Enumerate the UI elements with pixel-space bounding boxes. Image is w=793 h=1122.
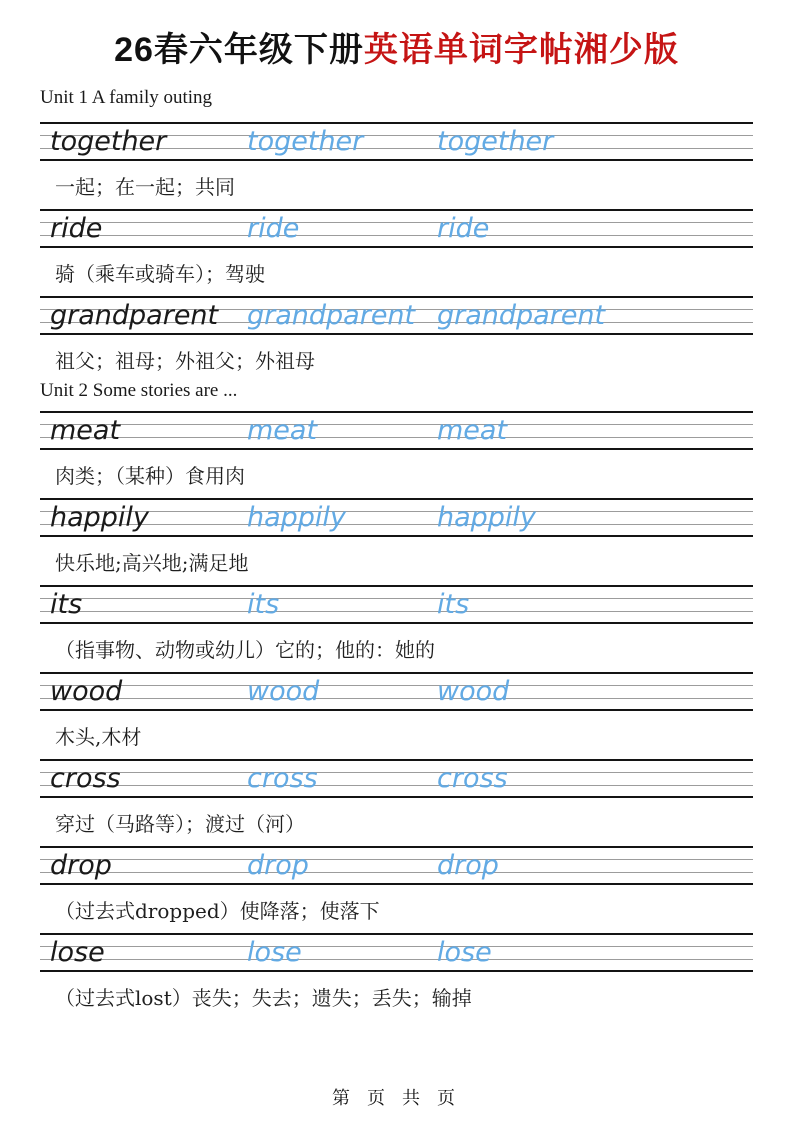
guide-line-mid1 bbox=[40, 685, 753, 686]
guide-line-bottom bbox=[40, 535, 753, 537]
guide-line-top bbox=[40, 759, 753, 761]
guide-line-top bbox=[40, 411, 753, 413]
guide-line-mid2 bbox=[40, 611, 753, 612]
word-meaning: 祖父；祖母；外祖父；外祖母 bbox=[55, 349, 315, 373]
handwriting-guide-ride bbox=[40, 209, 753, 248]
page-title-highlight: 英语单词字帖湘少版 bbox=[363, 31, 679, 69]
guide-line-top bbox=[40, 209, 753, 211]
guide-line-mid2 bbox=[40, 785, 753, 786]
word-trace: its bbox=[247, 589, 280, 620]
word-sample: happily bbox=[50, 502, 149, 533]
word-trace: happily bbox=[247, 502, 346, 533]
word-sample: together bbox=[50, 126, 167, 157]
guide-line-mid2 bbox=[40, 235, 753, 236]
word-meaning: 木头,木材 bbox=[55, 725, 142, 749]
word-trace: wood bbox=[437, 676, 510, 707]
guide-line-mid1 bbox=[40, 598, 753, 599]
word-meaning: 一起；在一起；共同 bbox=[55, 175, 235, 199]
word-trace: grandparent bbox=[247, 300, 416, 331]
guide-line-top bbox=[40, 933, 753, 935]
word-meaning: 快乐地;高兴地;满足地 bbox=[55, 551, 249, 575]
page-footer: 第 页 共 页 bbox=[331, 1088, 461, 1108]
guide-line-top bbox=[40, 846, 753, 848]
word-sample: drop bbox=[50, 850, 112, 881]
handwriting-guide-its bbox=[40, 585, 753, 624]
word-meaning: 肉类；（某种）食用肉 bbox=[55, 464, 245, 488]
word-sample: its bbox=[50, 589, 83, 620]
word-trace: ride bbox=[437, 213, 490, 244]
word-trace: together bbox=[437, 126, 554, 157]
word-trace: ride bbox=[247, 213, 300, 244]
guide-line-mid2 bbox=[40, 872, 753, 873]
word-trace: drop bbox=[247, 850, 309, 881]
guide-line-mid2 bbox=[40, 437, 753, 438]
word-trace: drop bbox=[437, 850, 499, 881]
page-title-prefix: 26春六年级下册 bbox=[114, 31, 364, 69]
guide-line-bottom bbox=[40, 622, 753, 624]
word-sample: lose bbox=[50, 937, 105, 968]
guide-line-mid1 bbox=[40, 424, 753, 425]
word-sample: meat bbox=[50, 415, 121, 446]
word-meaning: （过去式dropped）使降落；使落下 bbox=[55, 899, 380, 923]
word-trace: lose bbox=[247, 937, 302, 968]
guide-line-bottom bbox=[40, 246, 753, 248]
guide-line-bottom bbox=[40, 709, 753, 711]
guide-line-top bbox=[40, 498, 753, 500]
guide-line-bottom bbox=[40, 448, 753, 450]
word-trace: happily bbox=[437, 502, 536, 533]
word-trace: meat bbox=[437, 415, 508, 446]
word-trace: together bbox=[247, 126, 364, 157]
unit-2-header: Unit 2 Some stories are ... bbox=[40, 380, 238, 401]
word-trace: lose bbox=[437, 937, 492, 968]
guide-line-bottom bbox=[40, 159, 753, 161]
handwriting-guide-wood bbox=[40, 672, 753, 711]
handwriting-guide-drop bbox=[40, 846, 753, 885]
guide-line-mid1 bbox=[40, 222, 753, 223]
word-trace: cross bbox=[437, 763, 508, 794]
handwriting-guide-grandparent bbox=[40, 296, 753, 335]
handwriting-guide-together bbox=[40, 122, 753, 161]
guide-line-bottom bbox=[40, 883, 753, 885]
guide-line-mid1 bbox=[40, 946, 753, 947]
guide-line-bottom bbox=[40, 970, 753, 972]
word-meaning: （指事物、动物或幼儿）它的；他的：她的 bbox=[55, 638, 435, 662]
handwriting-guide-cross bbox=[40, 759, 753, 798]
guide-line-mid1 bbox=[40, 772, 753, 773]
guide-line-top bbox=[40, 122, 753, 124]
word-trace: wood bbox=[247, 676, 320, 707]
handwriting-guide-lose bbox=[40, 933, 753, 972]
guide-line-bottom bbox=[40, 796, 753, 798]
guide-line-mid1 bbox=[40, 859, 753, 860]
word-sample: wood bbox=[50, 676, 123, 707]
word-trace: grandparent bbox=[437, 300, 606, 331]
word-sample: grandparent bbox=[50, 300, 219, 331]
word-meaning: （过去式lost）丧失；失去；遗失；丢失；输掉 bbox=[55, 986, 472, 1010]
page-title bbox=[0, 30, 793, 70]
word-sample: cross bbox=[50, 763, 121, 794]
word-trace: cross bbox=[247, 763, 318, 794]
word-trace: meat bbox=[247, 415, 318, 446]
guide-line-mid2 bbox=[40, 698, 753, 699]
word-meaning: 骑（乘车或骑车）；驾驶 bbox=[55, 262, 265, 286]
word-trace: its bbox=[437, 589, 470, 620]
guide-line-bottom bbox=[40, 333, 753, 335]
word-sample: ride bbox=[50, 213, 103, 244]
handwriting-guide-meat bbox=[40, 411, 753, 450]
guide-line-top bbox=[40, 585, 753, 587]
handwriting-guide-happily bbox=[40, 498, 753, 537]
word-meaning: 穿过（马路等）；渡过（河） bbox=[55, 812, 305, 836]
unit-1-header: Unit 1 A family outing bbox=[40, 87, 213, 108]
guide-line-top bbox=[40, 672, 753, 674]
guide-line-mid2 bbox=[40, 959, 753, 960]
guide-line-top bbox=[40, 296, 753, 298]
